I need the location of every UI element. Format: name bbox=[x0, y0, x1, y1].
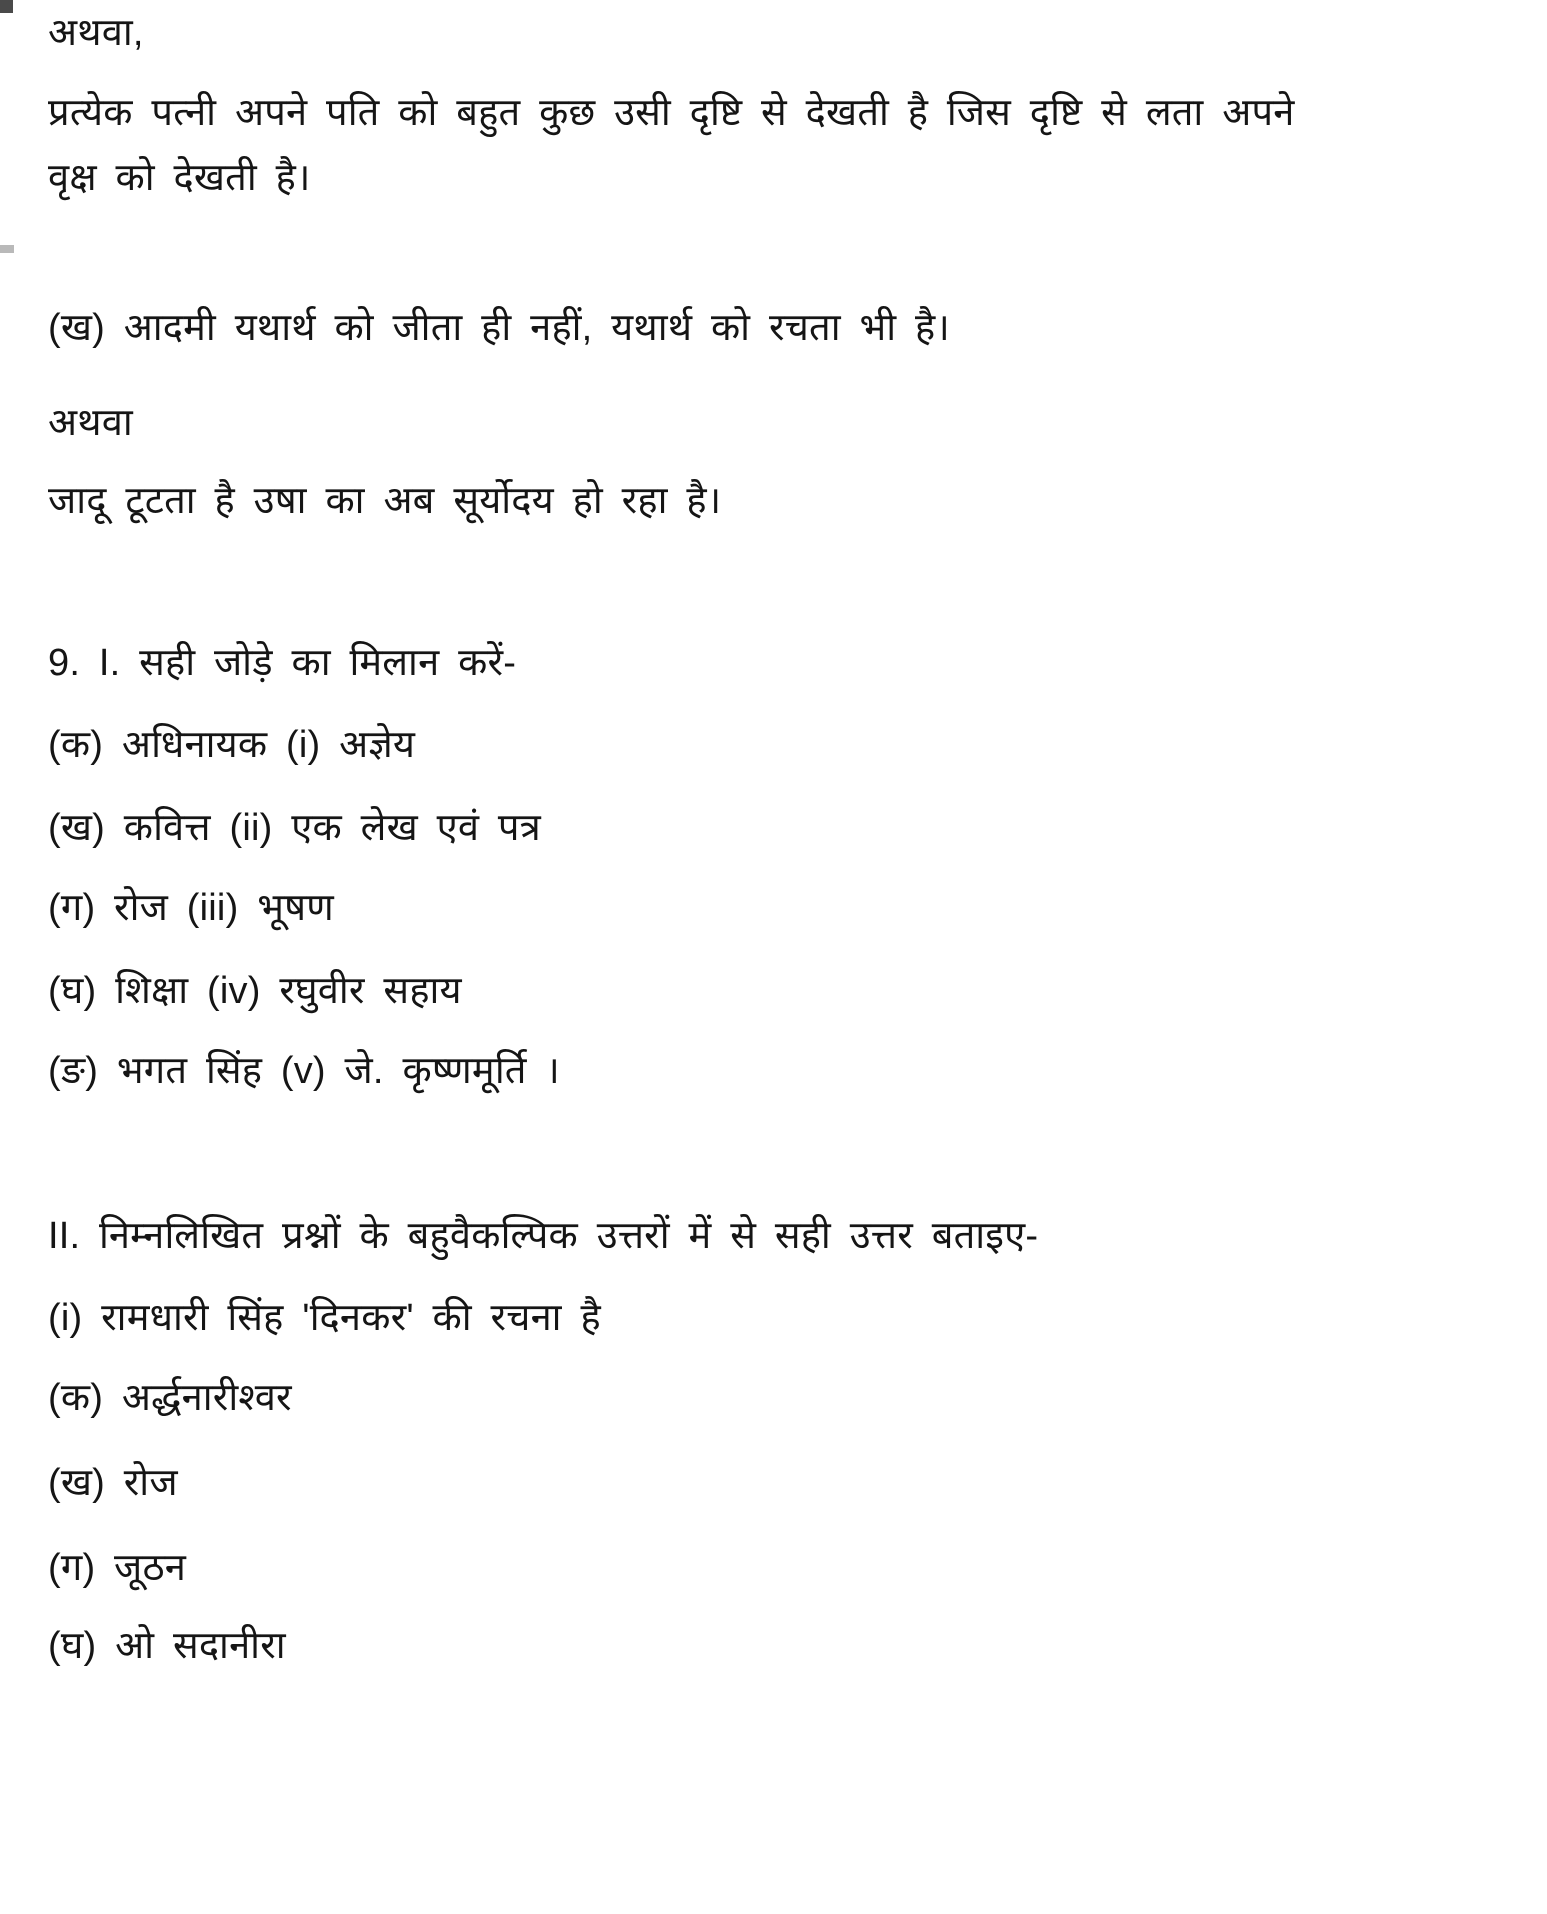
quotation-1-line-1: प्रत्येक पत्नी अपने पति को बहुत कुछ उसी दृष्टि से देखती है जिस दृष्टि से लता अपने bbox=[48, 92, 1295, 134]
statement-option-b: (ख) आदमी यथार्थ को जीता ही नहीं, यथार्थ को रचता भी है। bbox=[48, 307, 950, 349]
question-9-part-1-heading: 9. I. सही जोड़े का मिलान करें- bbox=[48, 642, 517, 684]
mcq-1-option-gha: (घ) ओ सदानीरा bbox=[48, 1625, 286, 1667]
match-item-kha: (ख) कवित्त (ii) एक लेख एवं पत्र bbox=[48, 807, 541, 849]
mcq-1-question: (i) रामधारी सिंह 'दिनकर' की रचना है bbox=[48, 1297, 601, 1339]
mcq-1-option-ga: (ग) जूठन bbox=[48, 1547, 187, 1589]
quotation-2: जादू टूटता है उषा का अब सूर्योदय हो रहा है। bbox=[48, 480, 722, 522]
match-item-ga: (ग) रोज (iii) भूषण bbox=[48, 887, 334, 929]
match-item-nga: (ङ) भगत सिंह (v) जे. कृष्णमूर्ति । bbox=[48, 1050, 560, 1092]
mcq-1-option-kha: (ख) रोज bbox=[48, 1462, 178, 1504]
alternative-label-2: अथवा bbox=[48, 402, 133, 444]
match-item-ka: (क) अधिनायक (i) अज्ञेय bbox=[48, 724, 416, 766]
quotation-1-line-2: वृक्ष को देखती है। bbox=[48, 157, 311, 199]
scan-artifact bbox=[0, 0, 13, 13]
scan-artifact bbox=[0, 245, 14, 253]
match-item-gha: (घ) शिक्षा (iv) रघुवीर सहाय bbox=[48, 970, 462, 1012]
alternative-label-1: अथवा, bbox=[48, 12, 144, 54]
question-9-part-2-heading: II. निम्नलिखित प्रश्नों के बहुवैकल्पिक उत्तरों में से सही उत्तर बताइए- bbox=[48, 1215, 1039, 1257]
mcq-1-option-ka: (क) अर्द्धनारीश्वर bbox=[48, 1377, 292, 1419]
